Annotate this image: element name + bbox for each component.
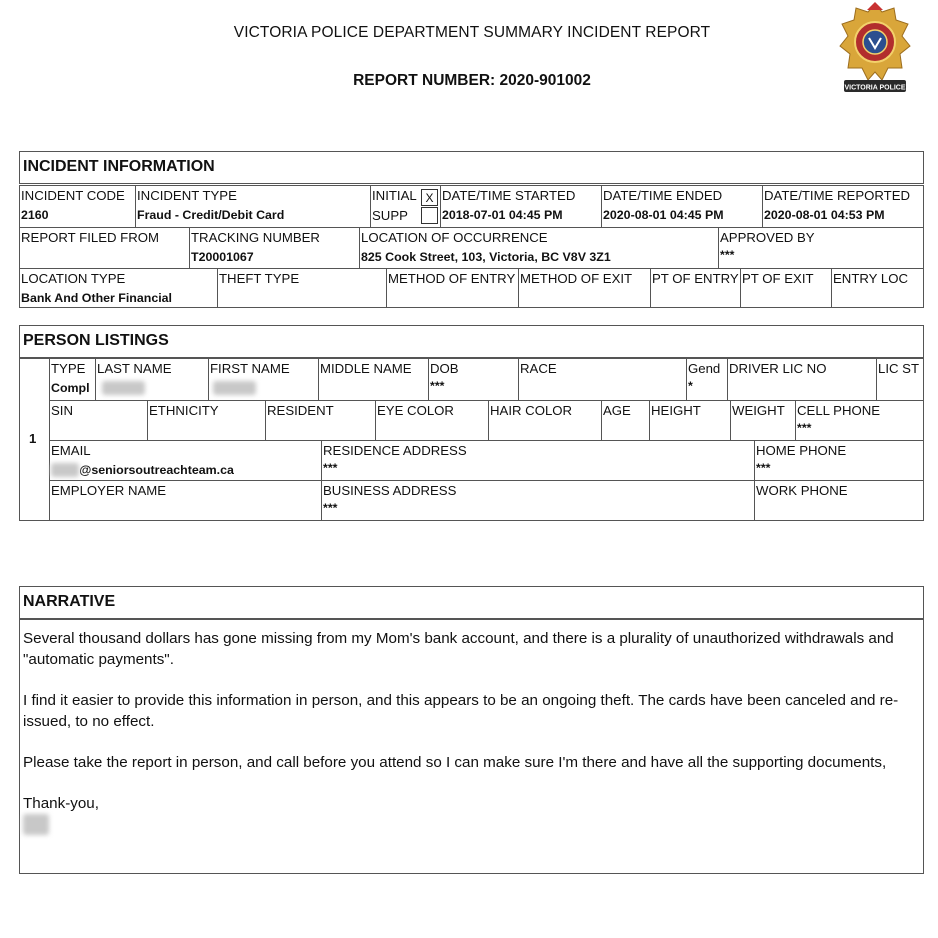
last-name-value [102,381,145,395]
residence-cell [321,440,754,480]
type-cell [49,359,95,400]
gender-label: Gend [688,361,721,376]
hair-color-label: HAIR COLOR [490,403,573,418]
last-name-label: LAST NAME [97,361,172,376]
incident-type-value: Fraud - Credit/Debit Card [137,208,285,222]
cell-phone-label: CELL PHONE [797,403,881,418]
email-label: EMAIL [51,443,91,458]
incident-code-value: 2160 [21,208,49,222]
email-user-redacted [51,463,79,477]
weight-cell [730,400,795,440]
pt-entry-label: PT OF ENTRY [652,271,739,286]
height-cell [649,400,730,440]
home-phone-cell [754,440,923,480]
driver-lic-cell [727,359,876,400]
entry-loc-cell [831,268,923,308]
reported-value: 2020-08-01 04:53 PM [764,208,885,222]
middle-name-cell [318,359,428,400]
email-value [51,463,234,477]
residence-label: RESIDENCE ADDRESS [323,443,467,458]
home-phone-value: *** [756,461,771,475]
last-name-cell [95,359,208,400]
work-phone-label: WORK PHONE [756,483,848,498]
incident-section-header: INCIDENT INFORMATION [19,151,924,184]
initial-checkbox[interactable]: X [421,189,438,206]
location-cell [359,227,718,268]
narrative-paragraph-3: Please take the report in person, and call before you attend so I can make sure I'm there and have all the supporting documents, [23,754,887,771]
person-index-cell [20,359,49,520]
exit-method-cell [518,268,650,308]
initial-supp-cell [370,186,440,227]
dob-value: *** [430,379,445,393]
pt-exit-label: PT OF EXIT [742,271,814,286]
entry-loc-label: ENTRY LOC [833,271,908,286]
pt-exit-cell [740,268,831,308]
svg-text:VICTORIA POLICE: VICTORIA POLICE [844,84,906,92]
person-index: 1 [29,431,37,446]
cell-phone-cell [795,400,923,440]
tracking-value: T20001067 [191,250,254,264]
business-value: *** [323,501,338,515]
signature-redacted [23,814,49,835]
location-value: 825 Cook Street, 103, Victoria, BC V8V 3Z1 [361,250,611,264]
hair-color-cell [488,400,601,440]
reported-label: DATE/TIME REPORTED [764,188,911,203]
narrative-signoff: Thank-you, [23,795,99,812]
cell-phone-value: *** [797,421,812,435]
supp-label: SUPP [372,208,408,223]
ended-label: DATE/TIME ENDED [603,188,723,203]
height-label: HEIGHT [651,403,701,418]
location-type-value: Bank And Other Financial [21,291,173,305]
age-cell [601,400,649,440]
dob-label: DOB [430,361,459,376]
first-name-value [213,381,256,395]
entry-method-cell [386,268,518,308]
resident-label: RESIDENT [267,403,334,418]
ended-value: 2020-08-01 04:45 PM [603,208,724,222]
race-label: RACE [520,361,557,376]
email-cell [49,440,321,480]
filed-from-cell [20,227,189,268]
lic-st-label: LIC ST [878,361,920,376]
initial-label: INITIAL [372,188,417,203]
type-label: TYPE [51,361,86,376]
approved-value: *** [720,248,735,262]
age-label: AGE [603,403,631,418]
started-value: 2018-07-01 04:45 PM [442,208,563,222]
sin-cell [49,400,147,440]
started-label: DATE/TIME STARTED [442,188,576,203]
tracking-cell [189,227,359,268]
weight-label: WEIGHT [732,403,785,418]
theft-type-label: THEFT TYPE [219,271,300,286]
pt-entry-cell [650,268,740,308]
location-label: LOCATION OF OCCURRENCE [361,230,548,245]
employer-cell [49,480,321,520]
report-number: REPORT NUMBER: 2020-901002 [353,72,591,89]
incident-code-label: INCIDENT CODE [21,188,125,203]
location-type-label: LOCATION TYPE [21,271,126,286]
narrative-paragraph-1: Several thousand dollars has gone missing from my Mom's bank account, and there is a plurality of unauthorized withdrawals and "automatic payments". [23,630,894,668]
narrative-paragraph-2: I find it easier to provide this information in person, and this appears to be an ongoing theft. The cards have been canceled and re-issued, to no effect. [23,692,899,730]
tracking-label: TRACKING NUMBER [191,230,320,245]
filed-from-label: REPORT FILED FROM [21,230,159,245]
incident-type-cell [135,186,370,227]
work-phone-cell [754,480,923,520]
approved-cell [718,227,923,268]
police-badge-logo [836,2,914,96]
driver-lic-label: DRIVER LIC NO [729,361,827,376]
persons-grid [19,358,924,521]
race-cell [518,359,686,400]
eye-color-cell [375,400,488,440]
email-domain: @seniorsoutreachteam.ca [79,463,234,477]
incident-type-label: INCIDENT TYPE [137,188,237,203]
eye-color-label: EYE COLOR [377,403,454,418]
gender-cell [686,359,727,400]
residence-value: *** [323,461,338,475]
home-phone-label: HOME PHONE [756,443,847,458]
gender-value: * [688,379,693,393]
location-type-cell [20,268,217,308]
ended-cell [601,186,762,227]
supp-checkbox[interactable] [421,207,438,224]
incident-code-cell [20,186,135,227]
narrative-box [19,619,924,874]
incident-grid [19,185,924,308]
narrative-section-header: NARRATIVE [19,586,924,619]
persons-section-header: PERSON LISTINGS [19,325,924,358]
started-cell [440,186,601,227]
first-name-label: FIRST NAME [210,361,290,376]
reported-cell [762,186,923,227]
dob-cell [428,359,518,400]
first-name-cell [208,359,318,400]
business-label: BUSINESS ADDRESS [323,483,457,498]
sin-label: SIN [51,403,73,418]
ethnicity-cell [147,400,265,440]
approved-label: APPROVED BY [720,230,815,245]
exit-method-label: METHOD OF EXIT [520,271,633,286]
ethnicity-label: ETHNICITY [149,403,219,418]
theft-type-cell [217,268,386,308]
lic-st-cell [876,359,923,400]
narrative-signature [23,814,919,835]
employer-label: EMPLOYER NAME [51,483,167,498]
middle-name-label: MIDDLE NAME [320,361,412,376]
type-value: Compl [51,381,90,395]
resident-cell [265,400,375,440]
report-title: VICTORIA POLICE DEPARTMENT SUMMARY INCIDENT REPORT [233,24,711,41]
entry-method-label: METHOD OF ENTRY [388,271,516,286]
business-cell [321,480,754,520]
